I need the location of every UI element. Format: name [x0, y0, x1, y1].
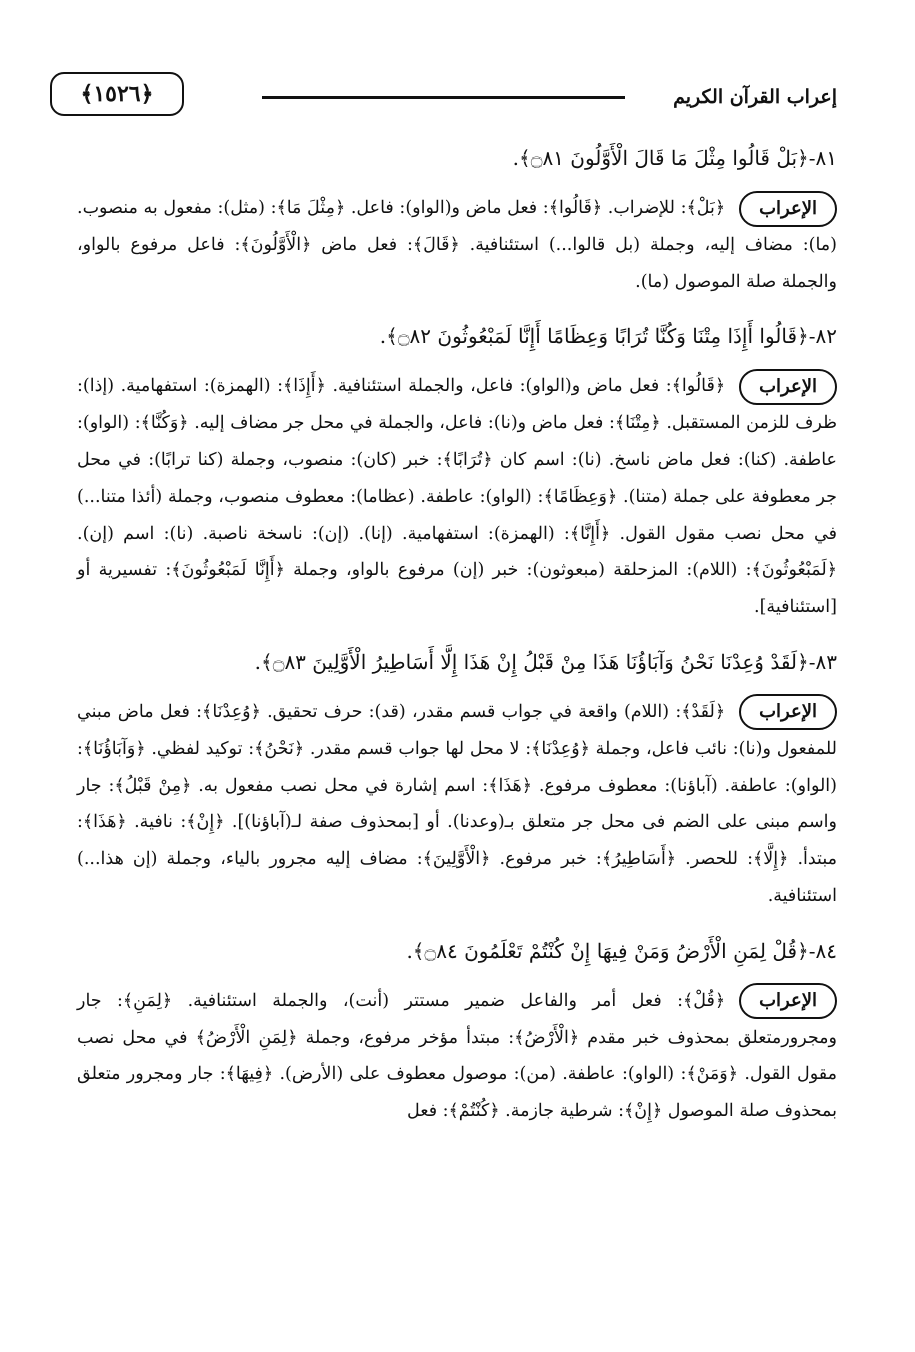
- parsing-83: [77, 694, 837, 915]
- header-rule: [262, 96, 625, 99]
- verse-83: ٨٣-﴿لَقَدْ وُعِدْنَا نَحْنُ وَآبَاؤُنَا هَذَا مِنْ قَبْلُ إِنْ هَذَا إِلَّا أَسَاطِيرُ الْأَوَّلِينَ ۝٨٣﴾.: [254, 649, 837, 674]
- parsing-84: [77, 983, 837, 1130]
- parsing-text: ﴿لَقَدْ﴾: (اللام) واقعة في جواب قسم مقدر، (قد): حرف تحقيق. ﴿وُعِدْنَا﴾: فعل ماض مبني للمفعول و(نا): نائب فاعل، وجملة ﴿وُعِدْنَا﴾: لا محل لها جواب قسم مقدر. ﴿نَحْنُ﴾: توكيد لفظي. ﴿وَآبَاؤُنَا﴾: (الواو): عاطفة. (آباؤنا): معطوف مرفوع. ﴿هَذَا﴾: اسم إشارة في محل نصب مفعول به. ﴿مِنْ قَبْلُ﴾: جار واسم مبنى على الضم فى محل جر متعلق بـ(وعدنا). أو [بمحذوف صفة لـ(آباؤنا)]. ﴿إِنْ﴾: نافية. ﴿هَذَا﴾: مبتدأ. ﴿إِلَّا﴾: للحصر. ﴿أَسَاطِيرُ﴾: خبر مرفوع. ﴿الْأَوَّلِينَ﴾: مضاف إليه مجرور بالياء، وجملة (إن هذا...) استئنافية.: [77, 701, 837, 906]
- irab-label: الإعراب: [739, 983, 837, 1019]
- book-title: إعراب القرآن الكريم: [673, 86, 837, 108]
- page-content: [77, 140, 837, 1148]
- verse-82: ٨٢-﴿قَالُوا أَإِذَا مِتْنَا وَكُنَّا تُرَابًا وَعِظَامًا أَإِنَّا لَمَبْعُوثُونَ ۝٨٢﴾.: [379, 324, 837, 349]
- verse-81: ٨١-﴿بَلْ قَالُوا مِثْلَ مَا قَالَ الْأَوَّلُونَ ۝٨١﴾.: [512, 146, 837, 170]
- verse-84: ٨٤-﴿قُلْ لِمَنِ الْأَرْضُ وَمَنْ فِيهَا إِنْ كُنْتُمْ تَعْلَمُونَ ۝٨٤﴾.: [406, 938, 837, 963]
- page-number: ﴿١٥٢٦﴾: [50, 72, 184, 116]
- parsing-text: ﴿قَالُوا﴾: فعل ماض و(الواو): فاعل، والجملة استئنافية. ﴿أَإِذَا﴾: (الهمزة): استفهامية. (إذا): ظرف للزمن المستقبل. ﴿مِتْنَا﴾: فعل ماض و(نا): فاعل، والجملة في محل جر مضاف إليه. ﴿وَكُنَّا﴾: (الواو): عاطفة. (كنا): فعل ماض ناسخ. (نا): اسم كان ﴿تُرَابًا﴾: خبر (كان): منصوب، وجملة (كنا ترابًا): في محل جر معطوفة على جملة (متنا). ﴿وَعِظَامًا﴾: (الواو): عاطفة. (عظاما): معطوف منصوب، وجملة (أئذا متنا...) في محل نصب مقول القول. ﴿أَإِنَّا﴾: (الهمزة): استفهامية. (إنا). (إن): ناسخة ناصبة. (نا): اسم (إن). ﴿لَمَبْعُوثُونَ﴾: (اللام): المزحلقة (مبعوثون): خبر (إن) مرفوع بالواو، وجملة ﴿أَإِنَّا لَمَبْعُوثُونَ﴾: تفسيرية أو [استئنافية].: [77, 376, 837, 618]
- irab-label: الإعراب: [739, 191, 837, 227]
- page-header: [50, 72, 837, 118]
- irab-label: الإعراب: [739, 694, 837, 730]
- parsing-text: ﴿بَلْ﴾: للإضراب. ﴿قَالُوا﴾: فعل ماض و(الواو): فاعل. ﴿مِثْلَ مَا﴾: (مثل): مفعول به منصوب. (ما): مضاف إليه، وجملة (بل قالوا...) استئنافية. ﴿قَالَ﴾: فعل ماض ﴿الْأَوَّلُونَ﴾: فاعل مرفوع بالواو، والجملة صلة الموصول (ما).: [77, 198, 837, 292]
- parsing-82: [77, 368, 837, 626]
- parsing-text: ﴿قُلْ﴾: فعل أمر والفاعل ضمير مستتر (أنت)، والجملة استئنافية. ﴿لِمَنِ﴾: جار ومجرورمتعلق بمحذوف خبر مقدم ﴿الْأَرْضُ﴾: مبتدأ مؤخر مرفوع، وجملة ﴿لِمَنِ الْأَرْضُ﴾ في محل نصب مقول القول. ﴿وَمَنْ﴾: (الواو): عاطفة. (من): موصول معطوف على (الأرض). ﴿فِيهَا﴾: جار ومجرور متعلق بمحذوف صلة الموصول ﴿إِنْ﴾: شرطية جازمة. ﴿كُنْتُمْ﴾: فعل: [77, 990, 837, 1122]
- irab-label: الإعراب: [739, 369, 837, 405]
- parsing-81: [77, 190, 837, 300]
